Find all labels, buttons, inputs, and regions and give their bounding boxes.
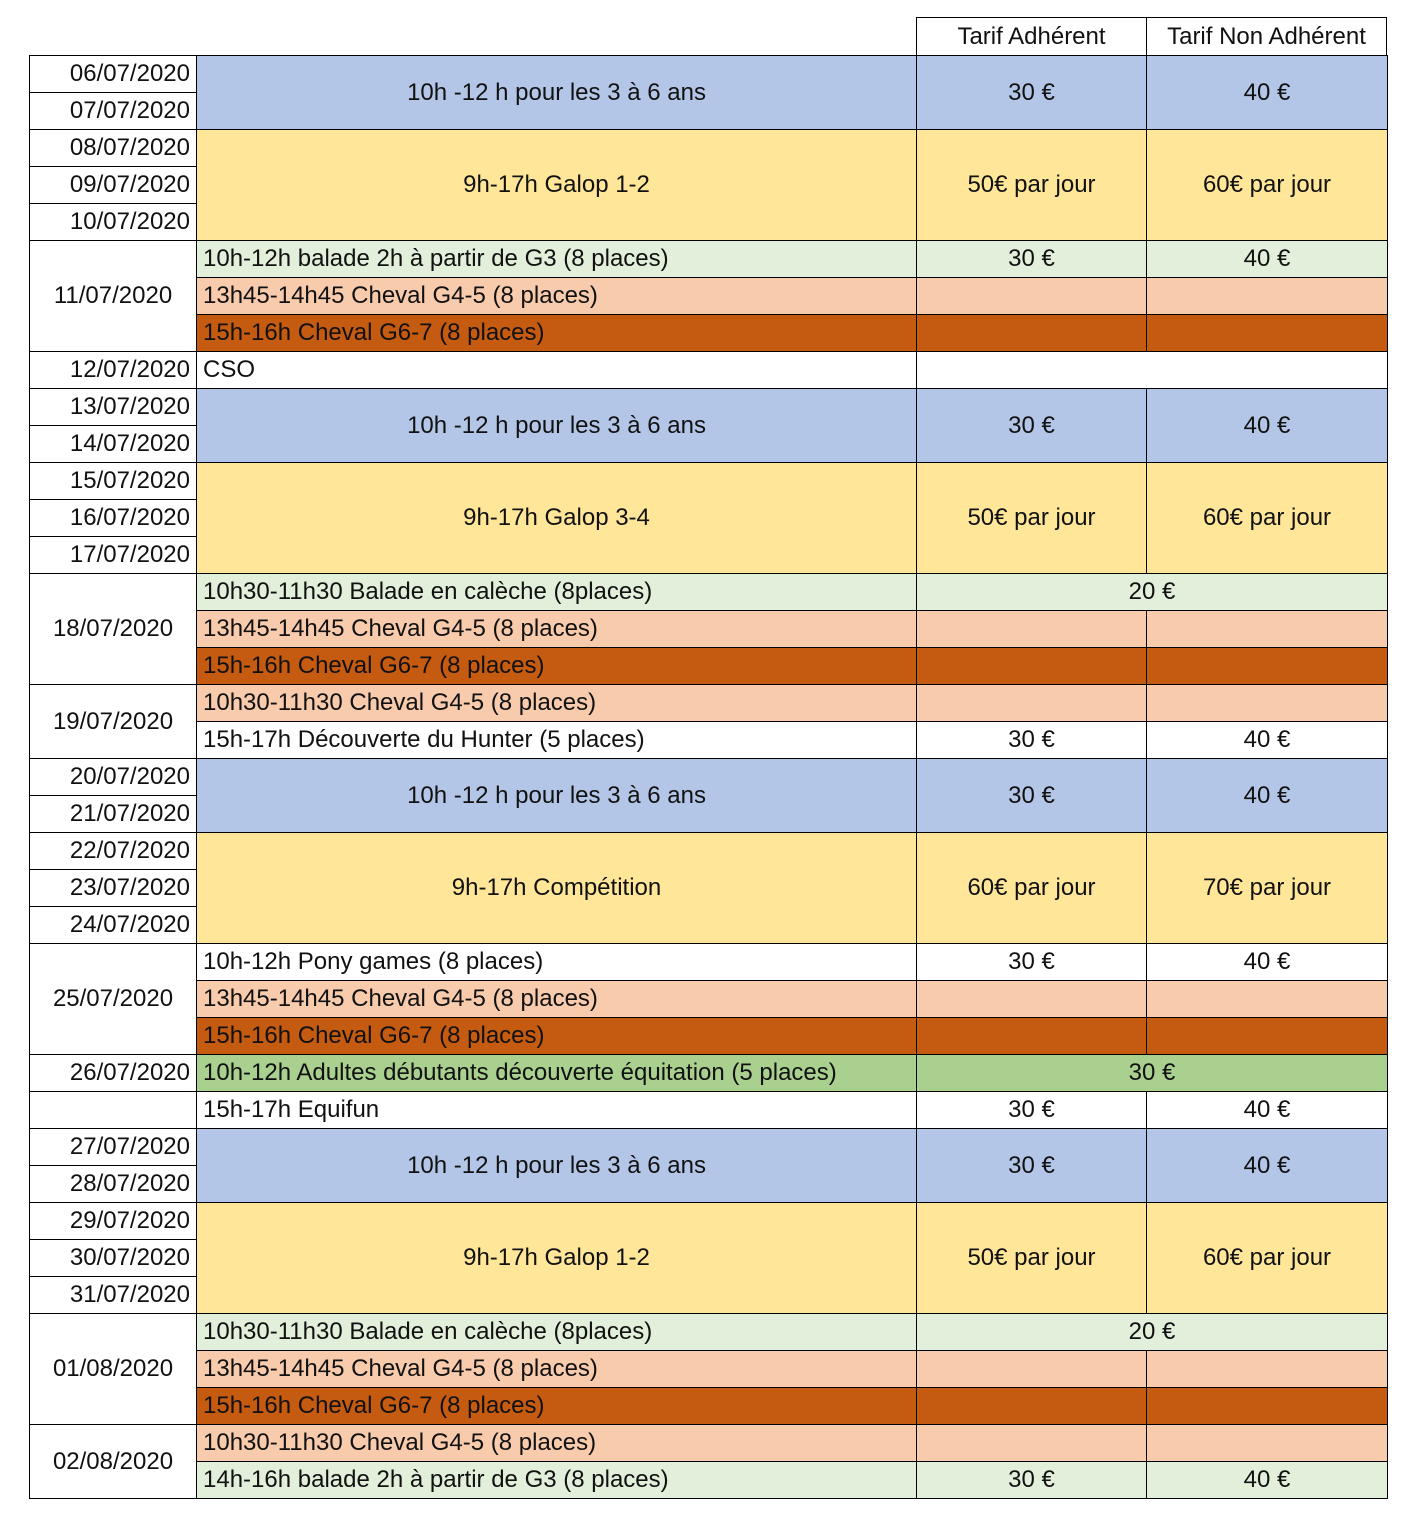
activity-cell-text: 15h-16h Cheval G6-7 (8 places) — [203, 1022, 545, 1049]
price-adherent-cell — [916, 1350, 1147, 1388]
price-adherent-cell-text: 30 € — [1008, 948, 1055, 975]
date-cell-text: 21/07/2020 — [69, 800, 190, 827]
date-cell-text: 24/07/2020 — [69, 911, 190, 938]
price-non-adherent-cell-text: 40 € — [1243, 411, 1291, 439]
date-cell — [29, 499, 197, 537]
activity-cell-text: 10h-12h balade 2h à partir de G3 (8 places) — [203, 245, 669, 272]
date-cell — [29, 425, 197, 463]
date-cell-text: 30/07/2020 — [69, 1244, 190, 1271]
price-non-adherent-cell — [1146, 314, 1388, 352]
date-cell-text: 13/07/2020 — [69, 393, 190, 420]
price-adherent-cell-text: 50€ par jour — [967, 171, 1096, 198]
price-non-adherent-cell-text: 40 € — [1243, 1151, 1291, 1179]
activity-cell-text: 10h -12 h pour les 3 à 6 ans — [407, 1151, 706, 1179]
date-cell — [29, 1424, 197, 1499]
price-adherent-cell — [916, 277, 1147, 315]
price-adherent-cell — [916, 1202, 1147, 1314]
price-non-adherent-cell — [1146, 943, 1388, 981]
price-non-adherent-cell — [1146, 1350, 1388, 1388]
date-cell-text: 07/07/2020 — [69, 97, 190, 124]
activity-cell-text: 15h-16h Cheval G6-7 (8 places) — [203, 1392, 545, 1419]
date-cell-text: 02/08/2020 — [52, 1447, 174, 1475]
price-non-adherent-cell-text: 70€ par jour — [1202, 874, 1332, 901]
date-cell — [29, 129, 197, 167]
price-merged-cell — [916, 1313, 1388, 1351]
date-cell — [29, 906, 197, 944]
activity-cell — [196, 1461, 917, 1499]
activity-cell — [196, 277, 917, 315]
date-cell-text: 12/07/2020 — [69, 356, 190, 383]
activity-cell — [196, 610, 917, 648]
price-non-adherent-cell — [1146, 277, 1388, 315]
price-non-adherent-cell — [1146, 388, 1388, 463]
price-merged-cell-text: 20 € — [1128, 1318, 1176, 1345]
price-adherent-cell — [916, 980, 1147, 1018]
price-adherent-cell — [916, 684, 1147, 722]
activity-cell — [196, 1424, 917, 1462]
price-adherent-cell-text: 30 € — [1008, 78, 1055, 106]
activity-cell — [196, 758, 917, 833]
price-non-adherent-cell — [1146, 1017, 1388, 1055]
activity-cell-text: 9h-17h Galop 1-2 — [463, 171, 650, 198]
date-cell-text: 14/07/2020 — [69, 430, 190, 457]
price-non-adherent-cell-text: 40 € — [1243, 781, 1291, 809]
activity-cell — [196, 832, 917, 944]
date-cell — [29, 943, 197, 1055]
activity-cell — [196, 721, 917, 759]
activity-cell — [196, 129, 917, 241]
date-cell — [29, 832, 197, 870]
price-adherent-cell — [916, 388, 1147, 463]
price-adherent-cell — [916, 758, 1147, 833]
price-non-adherent-cell — [1146, 980, 1388, 1018]
date-cell — [29, 351, 197, 389]
price-non-adherent-cell — [1146, 1202, 1388, 1314]
price-adherent-cell-text: 30 € — [1008, 411, 1055, 439]
date-cell — [29, 1202, 197, 1240]
activity-cell-text: 10h30-11h30 Cheval G4-5 (8 places) — [203, 689, 597, 716]
price-adherent-cell — [916, 1387, 1147, 1425]
date-cell-text: 11/07/2020 — [53, 282, 173, 309]
activity-cell-text: 10h30-11h30 Balade en calèche (8places) — [203, 578, 653, 605]
activity-cell — [196, 980, 917, 1018]
price-merged-cell-text: 30 € — [1128, 1059, 1176, 1086]
activity-cell-text: 10h-12h Pony games (8 places) — [203, 948, 544, 975]
date-cell — [29, 869, 197, 907]
price-non-adherent-cell — [1146, 1461, 1388, 1499]
date-cell — [29, 795, 197, 833]
activity-cell — [196, 943, 917, 981]
activity-cell — [196, 351, 917, 389]
price-adherent-cell-text: 30 € — [1008, 1466, 1055, 1493]
price-merged-cell — [916, 1054, 1388, 1092]
activity-cell — [196, 1350, 917, 1388]
price-non-adherent-cell — [1146, 462, 1388, 574]
date-cell-text: 27/07/2020 — [69, 1133, 190, 1160]
price-merged-cell — [916, 573, 1388, 611]
price-adherent-cell-text: 30 € — [1008, 1151, 1055, 1179]
price-merged-cell — [916, 351, 1388, 389]
date-cell — [29, 1054, 197, 1092]
date-cell — [29, 388, 197, 426]
activity-cell-text: 13h45-14h45 Cheval G4-5 (8 places) — [203, 1355, 598, 1382]
header-tarif-non-adherent: Tarif Non Adhérent — [1146, 17, 1387, 56]
date-cell — [29, 203, 197, 241]
date-cell-text: 08/07/2020 — [69, 134, 190, 161]
price-non-adherent-cell-text: 40 € — [1243, 948, 1291, 975]
date-cell — [29, 758, 197, 796]
date-cell-text: 22/07/2020 — [69, 837, 190, 864]
price-adherent-cell — [916, 462, 1147, 574]
price-non-adherent-cell — [1146, 240, 1388, 278]
price-adherent-cell-text: 50€ par jour — [967, 504, 1096, 531]
price-non-adherent-cell — [1146, 684, 1388, 722]
date-cell — [29, 166, 197, 204]
price-adherent-cell — [916, 129, 1147, 241]
date-cell-text: 18/07/2020 — [52, 615, 174, 642]
activity-cell-text: 13h45-14h45 Cheval G4-5 (8 places) — [203, 615, 598, 642]
price-adherent-cell — [916, 721, 1147, 759]
price-adherent-cell — [916, 1091, 1147, 1129]
date-cell — [29, 1276, 197, 1314]
price-adherent-cell — [916, 55, 1147, 130]
price-non-adherent-cell-text: 40 € — [1243, 78, 1291, 106]
date-cell-text: 15/07/2020 — [69, 467, 190, 494]
date-cell-text: 23/07/2020 — [69, 874, 190, 901]
activity-cell-text: 10h30-11h30 Balade en calèche (8places) — [203, 1318, 653, 1345]
price-adherent-cell — [916, 610, 1147, 648]
date-cell-text: 29/07/2020 — [69, 1207, 190, 1234]
date-cell — [29, 1128, 197, 1166]
activity-cell — [196, 240, 917, 278]
price-non-adherent-cell-text: 40 € — [1243, 726, 1291, 753]
activity-cell — [196, 462, 917, 574]
price-adherent-cell-text: 30 € — [1008, 245, 1055, 272]
date-cell — [29, 1239, 197, 1277]
price-adherent-cell-text: 30 € — [1008, 1096, 1055, 1123]
activity-cell-text: 9h-17h Galop 3-4 — [463, 504, 650, 531]
price-non-adherent-cell — [1146, 1387, 1388, 1425]
activity-cell-text: 10h -12 h pour les 3 à 6 ans — [407, 781, 706, 809]
price-adherent-cell — [916, 832, 1147, 944]
price-adherent-cell-text: 30 € — [1008, 726, 1055, 753]
activity-cell — [196, 573, 917, 611]
date-cell — [29, 92, 197, 130]
date-cell — [29, 462, 197, 500]
date-cell-text: 19/07/2020 — [52, 707, 174, 735]
activity-cell-text: 15h-17h Equifun — [203, 1096, 380, 1123]
activity-cell-text: 15h-17h Découverte du Hunter (5 places) — [203, 726, 645, 753]
price-adherent-cell — [916, 943, 1147, 981]
date-cell-text: 20/07/2020 — [69, 763, 190, 790]
price-non-adherent-cell-text: 60€ par jour — [1202, 1244, 1332, 1271]
date-cell-text: 26/07/2020 — [69, 1059, 190, 1086]
price-non-adherent-cell — [1146, 832, 1388, 944]
price-non-adherent-cell — [1146, 721, 1388, 759]
price-non-adherent-cell-text: 40 € — [1243, 245, 1291, 272]
date-cell-text: 31/07/2020 — [69, 1281, 190, 1308]
price-adherent-cell — [916, 240, 1147, 278]
activity-cell-text: 10h -12 h pour les 3 à 6 ans — [407, 78, 706, 106]
header-tarif-adherent: Tarif Adhérent — [916, 17, 1147, 56]
activity-cell — [196, 1054, 917, 1092]
date-cell — [29, 536, 197, 574]
price-adherent-cell — [916, 647, 1147, 685]
price-non-adherent-cell — [1146, 55, 1388, 130]
price-adherent-cell — [916, 1424, 1147, 1462]
price-non-adherent-cell — [1146, 1091, 1388, 1129]
activity-cell-text: 9h-17h Galop 1-2 — [463, 1244, 650, 1271]
price-non-adherent-cell-text: 40 € — [1243, 1466, 1291, 1493]
price-non-adherent-cell — [1146, 758, 1388, 833]
activity-cell — [196, 314, 917, 352]
price-non-adherent-cell-text: 40 € — [1243, 1096, 1291, 1123]
activity-cell — [196, 1091, 917, 1129]
activity-cell-text: CSO — [203, 356, 256, 383]
activity-cell — [196, 1128, 917, 1203]
activity-cell-text: 10h30-11h30 Cheval G4-5 (8 places) — [203, 1429, 597, 1456]
date-cell-text: 16/07/2020 — [69, 504, 190, 531]
activity-cell-text: 15h-16h Cheval G6-7 (8 places) — [203, 319, 545, 346]
price-adherent-cell-text: 60€ par jour — [967, 874, 1096, 901]
price-adherent-cell-text: 50€ par jour — [967, 1244, 1096, 1271]
price-adherent-cell — [916, 314, 1147, 352]
price-non-adherent-cell — [1146, 1424, 1388, 1462]
activity-cell — [196, 55, 917, 130]
price-non-adherent-cell — [1146, 1128, 1388, 1203]
date-cell-text: 09/07/2020 — [69, 171, 190, 198]
date-cell-text: 06/07/2020 — [69, 60, 190, 87]
price-non-adherent-cell — [1146, 610, 1388, 648]
activity-cell — [196, 1387, 917, 1425]
price-adherent-cell — [916, 1017, 1147, 1055]
date-cell — [29, 1091, 197, 1129]
date-cell — [29, 573, 197, 685]
date-cell — [29, 684, 197, 759]
date-cell — [29, 55, 197, 93]
date-cell-text: 10/07/2020 — [69, 208, 190, 235]
activity-cell-text: 10h -12 h pour les 3 à 6 ans — [407, 411, 706, 439]
date-cell — [29, 1313, 197, 1425]
date-cell — [29, 1165, 197, 1203]
activity-cell — [196, 684, 917, 722]
price-adherent-cell — [916, 1461, 1147, 1499]
date-cell — [29, 240, 197, 352]
price-adherent-cell — [916, 1128, 1147, 1203]
activity-cell-text: 10h-12h Adultes débutants découverte équitation (5 places) — [203, 1059, 837, 1086]
activity-cell-text: 14h-16h balade 2h à partir de G3 (8 places) — [203, 1466, 669, 1493]
price-adherent-cell-text: 30 € — [1008, 781, 1055, 809]
activity-cell — [196, 1202, 917, 1314]
price-non-adherent-cell-text: 60€ par jour — [1202, 504, 1332, 531]
activity-cell — [196, 1017, 917, 1055]
price-non-adherent-cell — [1146, 129, 1388, 241]
price-merged-cell-text: 20 € — [1128, 578, 1176, 605]
activity-cell — [196, 647, 917, 685]
activity-cell-text: 9h-17h Compétition — [451, 874, 662, 901]
price-non-adherent-cell-text: 60€ par jour — [1202, 171, 1332, 198]
activity-cell — [196, 388, 917, 463]
date-cell-text: 25/07/2020 — [52, 985, 174, 1012]
date-cell-text: 17/07/2020 — [69, 541, 190, 568]
date-cell-text: 28/07/2020 — [69, 1170, 190, 1197]
date-cell-text: 01/08/2020 — [52, 1355, 174, 1382]
activity-cell-text: 13h45-14h45 Cheval G4-5 (8 places) — [203, 282, 598, 309]
activity-cell-text: 13h45-14h45 Cheval G4-5 (8 places) — [203, 985, 598, 1012]
activity-cell-text: 15h-16h Cheval G6-7 (8 places) — [203, 652, 545, 679]
price-non-adherent-cell — [1146, 647, 1388, 685]
activity-cell — [196, 1313, 917, 1351]
